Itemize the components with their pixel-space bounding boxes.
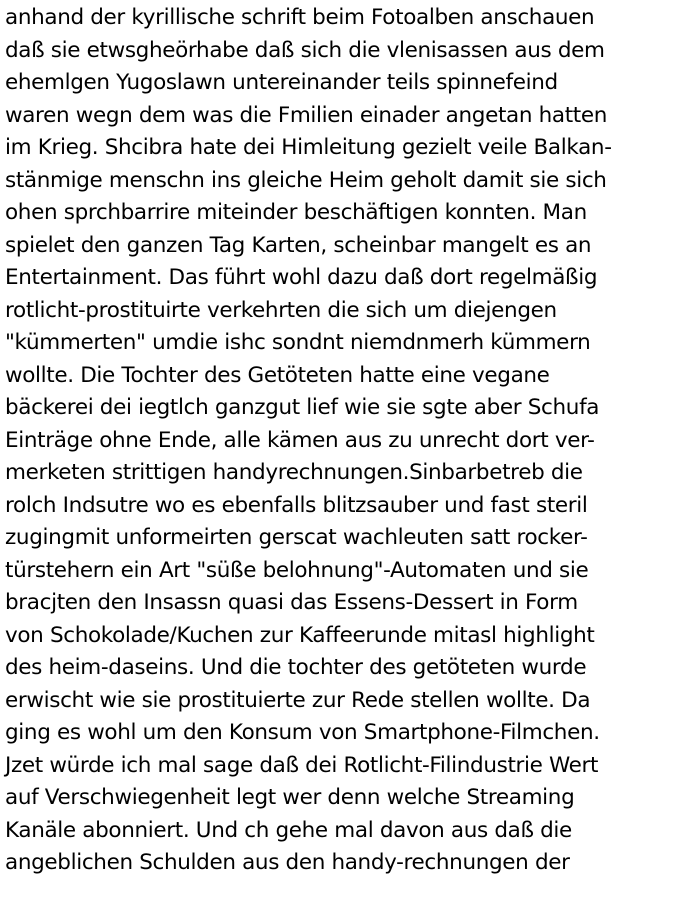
text-line: Entertainment. Das führt wohl dazu daß dort regelmäßig (5, 265, 598, 290)
text-line: waren wegn dem was die Fmilien einader angetan hatten (5, 102, 608, 128)
text-line: ohen sprchbarrire miteinder beschäftigen konnten. Man (5, 200, 587, 225)
text-line: türstehern ein Art "süße belohnung"-Automaten und sie (5, 557, 589, 583)
text-line: bracjten den Insassn quasi das Essens-Dessert in Form (5, 590, 578, 615)
text-line: von Schokolade/Kuchen zur Kaffeerunde mitasl highlight (5, 622, 595, 648)
text-line: anhand der kyrillische schrift beim Fotoalben anschauen (5, 5, 595, 30)
document-text (5, 2, 681, 880)
text-line: rotlicht-prostituirte verkehrten die sich um diejengen (5, 297, 557, 323)
text-line: bäckerei dei iegtlch ganzgut lief wie sie sgte aber Schufa (5, 395, 600, 420)
text-line: zugingmit unformeirten gerscat wachleuten satt rocker- (5, 525, 588, 550)
text-line: "kümmerten" umdie ishc sondnt niemdnmerh kümmern (5, 330, 591, 355)
text-line: angeblichen Schulden aus den handy-rechnungen der (5, 850, 570, 875)
text-line: merketen strittigen handyrechnungen.Sinbarbetreb die (5, 460, 583, 485)
text-line: Jzet würde ich mal sage daß dei Rotlicht-Filindustrie Wert (5, 752, 599, 778)
text-line: ging es wohl um den Konsum von Smartphone-Filmchen. (5, 720, 600, 745)
text-line: ehemlgen Yugoslawn untereinander teils spinnefeind (5, 70, 558, 95)
text-line: Einträge ohne Ende, alle kämen aus zu unrecht dort ver- (5, 427, 595, 453)
text-line: im Krieg. Shcibra hate dei Himleitung gezielt veile Balkan- (5, 135, 612, 160)
text-line: auf Verschwiegenheit legt wer denn welche Streaming (5, 785, 575, 810)
text-line: rolch Indsutre wo es ebenfalls blitzsauber und fast steril (5, 492, 588, 518)
text-line: spielet den ganzen Tag Karten, scheinbar mangelt es an (5, 232, 592, 258)
text-line: Kanäle abonniert. Und ch gehe mal davon aus daß die (5, 817, 572, 843)
text-line: daß sie etwsgheörhabe daß sich die vlenisassen aus dem (5, 37, 605, 63)
text-line: stänmige menschn ins gleiche Heim geholt damit sie sich (5, 167, 607, 193)
text-line: wollte. Die Tochter des Getöteten hatte eine vegane (5, 362, 550, 388)
text-line: des heim-daseins. Und die tochter des getöteten wurde (5, 655, 587, 680)
text-line: erwischt wie sie prostituierte zur Rede stellen wollte. Da (5, 687, 591, 713)
